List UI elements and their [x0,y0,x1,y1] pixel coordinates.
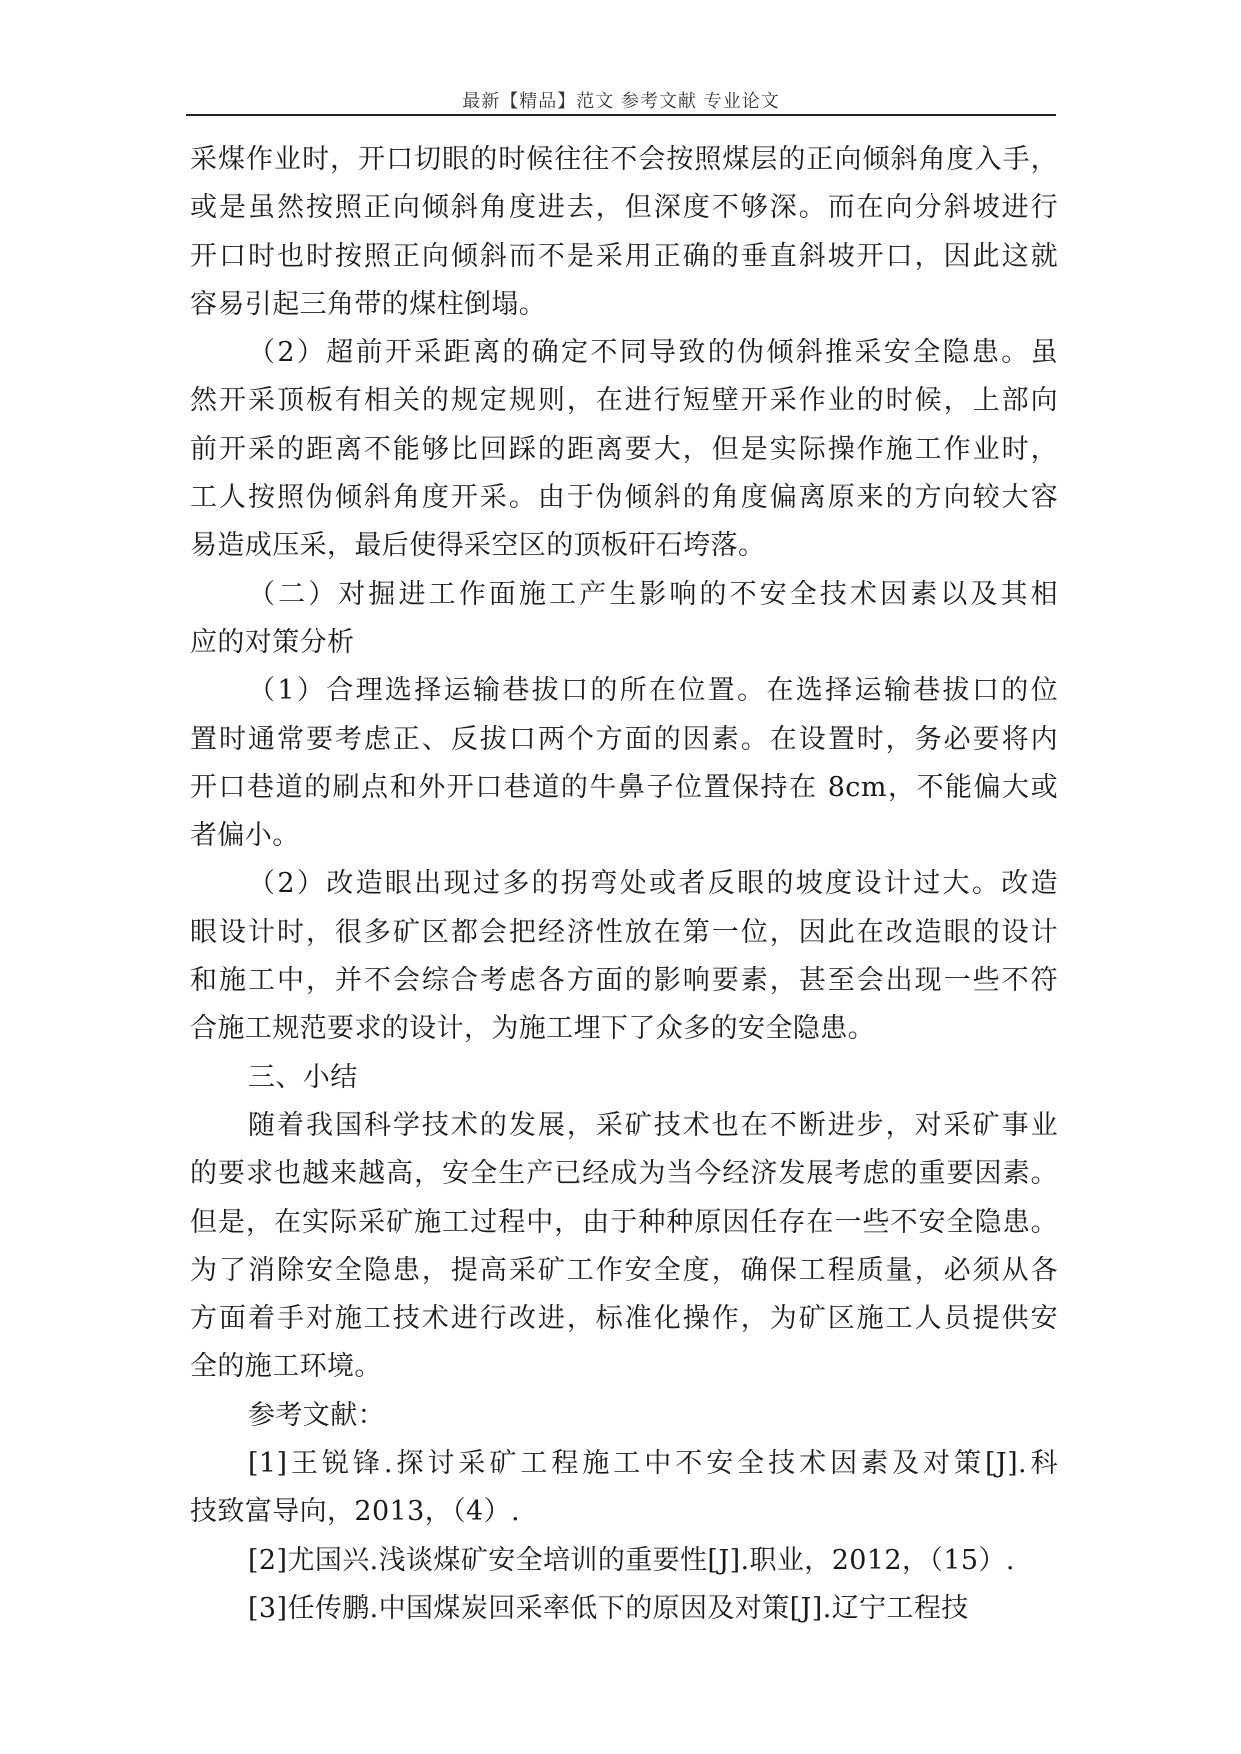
text-line: 全的施工环境。 [190,1351,382,1383]
text-line: 工人按照伪倾斜角度开采。由于伪倾斜的角度偏离原来的方向较大容 [190,482,1058,514]
text-line: 易造成压采，最后使得采空区的顶板矸石垮落。 [190,530,766,562]
section-heading-summary [190,1054,1058,1102]
text-line: 但是，在实际采矿施工过程中，由于种种原因任存在一些不安全隐患。 [190,1206,1058,1238]
header-rule [186,114,1056,116]
text-line: 的要求也越来越高，安全生产已经成为当今经济发展考虑的重要因素。 [190,1158,1058,1190]
text-line: 开口巷道的刷点和外开口巷道的牛鼻子位置保持在 8cm，不能偏大或 [190,771,1058,803]
text-line: 合施工规范要求的设计，为施工埋下了众多的安全隐患。 [190,1013,875,1045]
text-line: 随着我国科学技术的发展，采矿技术也在不断进步，对采矿事业 [248,1109,1058,1141]
text-line: 开口时也时按照正向倾斜而不是采用正确的垂直斜坡开口，因此这就 [190,240,1058,272]
paragraph-advance-distance [190,329,1058,570]
reference-item-2 [190,1537,1058,1585]
document-body [190,136,1058,1633]
text-line: （2）改造眼出现过多的拐弯处或者反眼的坡度设计过大。改造 [248,868,1058,900]
paragraph-summary [190,1102,1058,1392]
text-line: 者偏小。 [190,820,300,852]
text-line: 参考文献： [248,1399,385,1431]
text-line: 容易引起三角带的煤柱倒塌。 [190,288,547,320]
references-heading [190,1392,1058,1440]
text-line: （1）合理选择运输巷拔口的所在位置。在选择运输巷拔口的位 [248,675,1058,707]
text-line: 三、小结 [248,1061,358,1093]
paragraph-transport-roadway [190,667,1058,860]
text-line: （二）对掘进工作面施工产生影响的不安全技术因素以及其相 [248,578,1058,610]
text-line: [1]王锐锋.探讨采矿工程施工中不安全技术因素及对策[J].科 [248,1448,1058,1480]
text-line: 采煤作业时，开口切眼的时候往往不会按照煤层的正向倾斜角度入手， [190,144,1058,175]
text-line: 和施工中，并不会综合考虑各方面的影响要素，甚至会出现一些不符 [190,965,1058,997]
reference-item-3 [190,1585,1058,1633]
text-line: 方面着手对施工技术进行改进，标准化操作，为矿区施工人员提供安 [190,1303,1058,1335]
text-line: [3]任传鹏.中国煤炭回采率低下的原因及对策[J].辽宁工程技 [248,1592,969,1624]
text-line: （2）超前开采距离的确定不同导致的伪倾斜推采安全隐患。虽 [248,337,1058,369]
page-header: 最新【精品】范文 参考文献 专业论文 [462,91,780,112]
text-line: [2]尤国兴.浅谈煤矿安全培训的重要性[J].职业，2012，（15）. [248,1544,1015,1576]
text-line: 置时通常要考虑正、反拔口两个方面的因素。在设置时，务必要将内 [190,723,1058,755]
reference-item-1 [190,1440,1058,1537]
section-heading-excavation [190,571,1058,668]
text-line: 技致富导向，2013，（4）. [190,1496,520,1528]
paragraph-reconstruction [190,860,1058,1053]
text-line: 应的对策分析 [190,626,355,658]
text-line: 前开采的距离不能够比回踩的距离要大，但是实际操作施工作业时， [190,433,1058,465]
text-line: 眼设计时，很多矿区都会把经济性放在第一位，因此在改造眼的设计 [190,916,1058,948]
text-line: 然开采顶板有相关的规定规则，在进行短壁开采作业的时候，上部向 [190,385,1058,417]
paragraph-mining-cut [190,136,1058,329]
text-line: 为了消除安全隐患，提高采矿工作安全度，确保工程质量，必须从各 [190,1254,1058,1286]
text-line: 或是虽然按照正向倾斜角度进去，但深度不够深。而在向分斜坡进行 [190,192,1058,224]
